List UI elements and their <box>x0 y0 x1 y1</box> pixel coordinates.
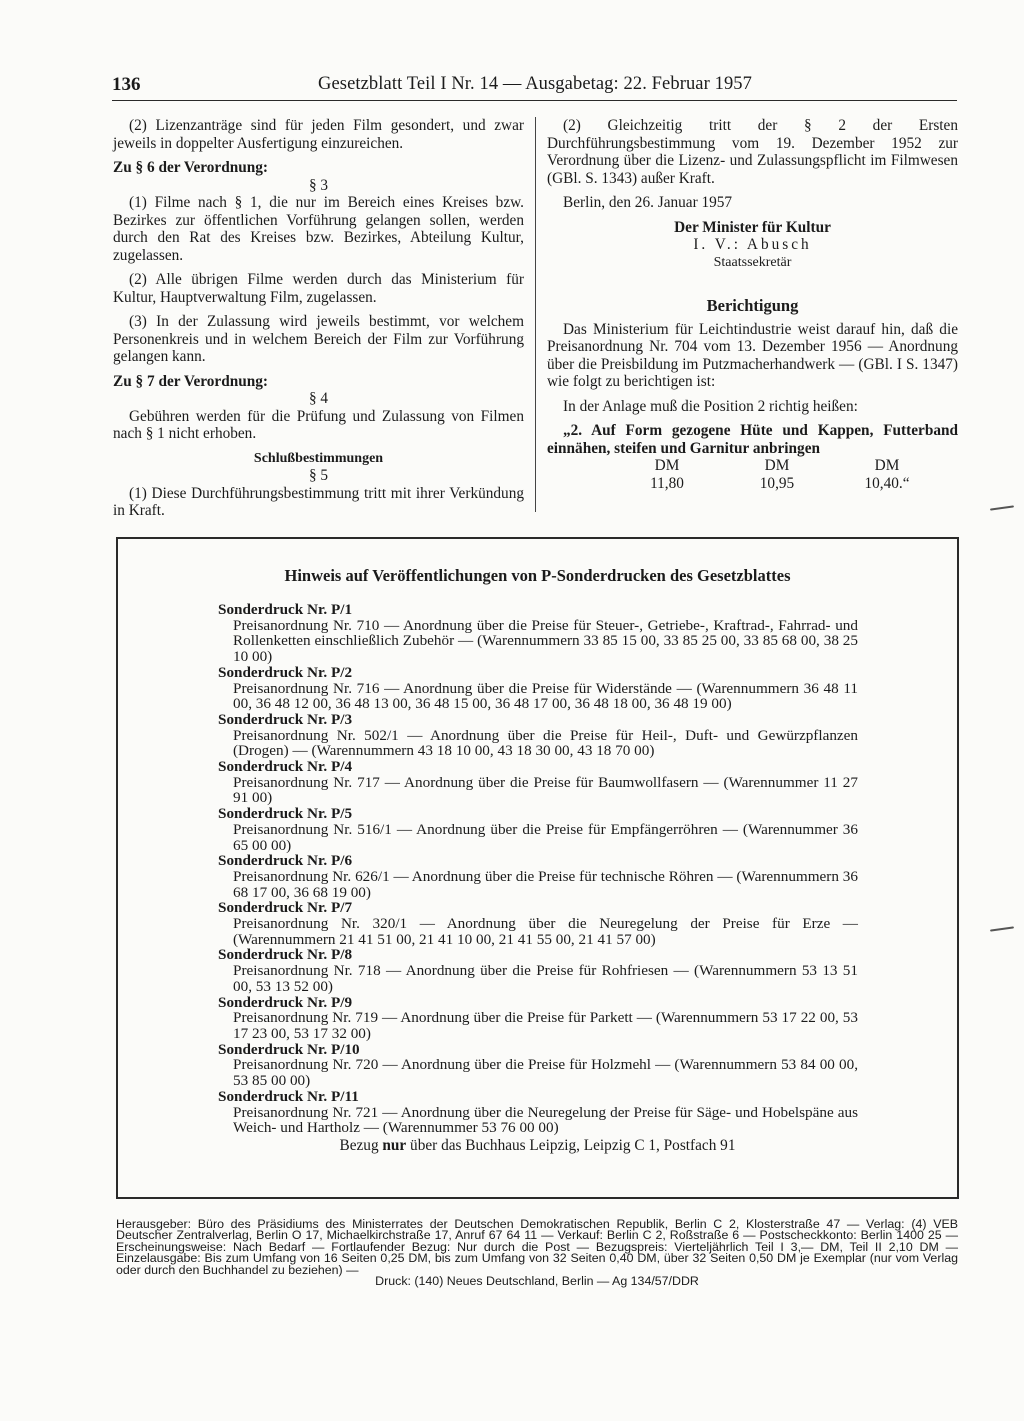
notice-title: Hinweis auf Veröffentlichungen von P-Sonderdrucken des Gesetzblattes <box>284 566 791 585</box>
page-number: 136 <box>112 74 141 95</box>
header-rule <box>112 100 957 101</box>
currency-label: DM <box>654 457 680 474</box>
sonderdruck-list <box>218 602 858 1136</box>
imprint-druck: Druck: (140) Neues Deutschland, Berlin — Ag 134/57/DDR <box>375 1274 699 1289</box>
scan-mark <box>990 505 1014 510</box>
list-item <box>218 995 858 1042</box>
list-item <box>218 947 858 994</box>
left-paragraph-6: (1) Diese Durchführungsbestimmung tritt mit ihrer Verkündung in Kraft. <box>113 484 524 519</box>
price-row <box>612 475 942 493</box>
left-paragraph-5: Gebühren werden für die Prüfung und Zulassung von Filmen nach § 1 nicht erhoben. <box>113 407 524 442</box>
sonderdruck-label: Sonderdruck Nr. P/2 <box>218 663 353 681</box>
berichtigung-heading: Berichtigung <box>706 296 799 315</box>
sonderdruck-label: Sonderdruck Nr. P/9 <box>218 993 353 1011</box>
scan-mark <box>990 926 1014 931</box>
paragraph-sign-3: § 3 <box>308 176 329 194</box>
sonderdruck-label: Sonderdruck Nr. P/10 <box>218 1040 360 1058</box>
list-item <box>218 1089 858 1136</box>
right-paragraph-1: (2) Gleichzeitig tritt der § 2 der Ersten Durchführungsbestimmung vom 19. Dezember 1952 zur Verordnung über die Lizenz- und Zulassungspflicht im Filmwesen (GBl. S. 1343) außer Kraft. <box>547 117 958 187</box>
price-value: 10,95 <box>759 474 795 492</box>
currency-row <box>612 457 942 475</box>
notice-footer <box>118 1137 957 1155</box>
paragraph-sign-5: § 5 <box>308 467 329 484</box>
footer-text-end: über das Buchhaus Leipzig, Leipzig C 1, Postfach 91 <box>406 1137 736 1154</box>
section-heading-schlussbestimmungen: Schlußbestimmungen <box>253 450 384 466</box>
footer-text-emphasis: nur <box>382 1137 407 1154</box>
left-paragraph-2: (1) Filme nach § 1, die nur im Bereich eines Kreises bzw. Bezirkes zur öffentlichen Vorführung gelangen sollen, werden durch den Rat des Kreises bzw. Bezirkes, Abteilung Kultur, zugelassen. <box>113 194 524 264</box>
sonderdruck-label: Sonderdruck Nr. P/3 <box>218 710 353 728</box>
paragraph-sign-4: § 4 <box>308 390 329 407</box>
signatory-role: Staatssekretär <box>713 254 792 270</box>
sonderdruck-description: Preisanordnung Nr. 721 — Anordnung über die Neuregelung der Preise für Säge- und Hobelspäne aus Weich- und Hartholz — (Warennummer 53 76 00 00) <box>233 1103 858 1137</box>
sonderdruck-label: Sonderdruck Nr. P/4 <box>218 758 353 776</box>
list-item <box>218 759 858 806</box>
list-item <box>218 665 858 712</box>
sonderdruck-description: Preisanordnung Nr. 502/1 — Anordnung über die Preise für Heil-, Duft- und Gewürzpflanzen (Drogen) — (Warennummern 43 18 10 00, 43 18 30 00, 43 18 70 00) <box>233 726 858 760</box>
left-column <box>113 117 524 520</box>
right-column <box>547 117 958 492</box>
sonderdruck-label: Sonderdruck Nr. P/8 <box>218 946 353 964</box>
sonderdruck-label: Sonderdruck Nr. P/11 <box>218 1087 359 1105</box>
berichtigung-paragraph-1: Das Ministerium für Leichtindustrie weist darauf hin, daß die Preisanordnung Nr. 704 vom 13. Dezember 1956 — Anordnung über die Preisbildung im Putzmacherhandwerk — (GBl. I S. 1347) wie folgt zu berichtigen ist: <box>547 320 958 390</box>
signature: I. V.: Abusch <box>693 236 812 253</box>
list-item <box>218 900 858 947</box>
left-paragraph-3: (2) Alle übrigen Filme werden durch das Ministerium für Kultur, Hauptverwaltung Film, zugelassen. <box>113 271 524 306</box>
list-item <box>218 853 858 900</box>
sonderdruck-description: Preisanordnung Nr. 716 — Anordnung über die Preise für Widerstände — (Warennummern 36 48 11 00, 36 48 12 00, 36 48 13 00, 36 48 15 00, 36 48 17 00, 36 48 18 00, 36 48 19 00) <box>233 679 858 713</box>
currency-label: DM <box>764 457 790 474</box>
list-item <box>218 806 858 853</box>
price-value: 11,80 <box>650 474 684 492</box>
column-divider <box>535 117 536 512</box>
imprint <box>116 1219 958 1287</box>
sonderdruck-description: Preisanordnung Nr. 720 — Anordnung über die Preise für Holzmehl — (Warennummern 53 84 00 00, 53 85 00 00) <box>233 1056 858 1090</box>
sonderdruck-notice-box <box>116 537 959 1199</box>
list-item <box>218 602 858 665</box>
page-header-title: Gesetzblatt Teil I Nr. 14 — Ausgabetag: 22. Februar 1957 <box>318 74 752 94</box>
sonderdruck-description: Preisanordnung Nr. 717 — Anordnung über die Preise für Baumwollfasern — (Warennummer 11 27 91 00) <box>233 773 858 807</box>
section-heading-zu-7: Zu § 7 der Verordnung: <box>113 372 268 390</box>
berichtigung-paragraph-2: In der Anlage muß die Position 2 richtig heißen: <box>563 397 858 415</box>
sonderdruck-description: Preisanordnung Nr. 718 — Anordnung über die Preise für Rohfriesen — (Warennummern 53 13 51 00, 53 13 52 00) <box>233 962 858 995</box>
sonderdruck-label: Sonderdruck Nr. P/1 <box>218 601 353 618</box>
imprint-text: Herausgeber: Büro des Präsidiums des Ministerrates der Deutschen Demokratischen Republik, Berlin C 2, Klosterstraße 47 — Verlag: (4) VEB Deutscher Zentralverlag, Berlin O 17, Michaelkirchstraße 17, Anruf 67 64 11 — Verkauf: Berlin C 2, Roßstraße 6 — Postscheckkonto: Berlin 1400 25 — Erscheinungsweise: Nach Bedarf — Fortlaufender Bezug: Nur durch die Post — Bezugspreis: Vierteljährlich Teil I 3,— DM, Teil II 2,10 DM — Einzelausgabe: Bis zum Umfang von 16 Seiten 0,25 DM, bis zum Umfang von 32 Seiten 0,40 DM, über 32 Seiten 0,50 DM je Exemplar (nur vom Verlag oder durch den Buchhandel zu beziehen) — <box>116 1217 958 1277</box>
sonderdruck-description: Preisanordnung Nr. 719 — Anordnung über die Preise für Parkett — (Warennummern 53 17 22 00, 53 17 23 00, 53 17 32 00) <box>233 1009 858 1042</box>
list-item <box>218 712 858 759</box>
currency-label: DM <box>874 457 900 474</box>
sonderdruck-description: Preisanordnung Nr. 516/1 — Anordnung über die Preise für Empfängerröhren — (Warennummer 36 65 00 00) <box>233 820 858 854</box>
left-paragraph-1: (2) Lizenzanträge sind für jeden Film gesondert, und zwar jeweils in doppelter Ausfertigung einzureichen. <box>113 117 524 152</box>
sonderdruck-description: Preisanordnung Nr. 710 — Anordnung über die Preise für Steuer-, Getriebe-, Kraftrad-, Fahrrad- und Rollenketten einschließlich Zubehör — (Warennummern 33 85 15 00, 33 85 25 00, 33 85 68 00, 38 25 10 00) <box>233 616 858 666</box>
section-heading-zu-6: Zu § 6 der Verordnung: <box>113 159 268 176</box>
sonderdruck-label: Sonderdruck Nr. P/6 <box>218 852 353 870</box>
left-paragraph-4: (3) In der Zulassung wird jeweils bestimmt, vor welchem Personenkreis und in welchem Bereich der Film zur Vorführung gelangen kann. <box>113 313 524 365</box>
footer-text-start: Bezug <box>339 1137 383 1154</box>
minister-title: Der Minister für Kultur <box>674 218 831 236</box>
list-item <box>218 1042 858 1089</box>
sonderdruck-description: Preisanordnung Nr. 320/1 — Anordnung über die Neuregelung der Preise für Erze — (Warennummern 21 41 51 00, 21 41 10 00, 21 41 55 00, 21 41 57 00) <box>233 915 858 948</box>
sonderdruck-label: Sonderdruck Nr. P/7 <box>218 899 353 917</box>
sonderdruck-description: Preisanordnung Nr. 626/1 — Anordnung über die Preise für technische Röhren — (Warennummern 36 68 17 00, 36 68 19 00) <box>233 867 858 901</box>
place-date: Berlin, den 26. Januar 1957 <box>563 194 733 211</box>
price-value: 10,40.“ <box>864 474 910 492</box>
berichtigung-correction: „2. Auf Form gezogene Hüte und Kappen, Futterband einnähen, steifen und Garnitur anbringen <box>547 422 958 457</box>
sonderdruck-label: Sonderdruck Nr. P/5 <box>218 805 353 823</box>
